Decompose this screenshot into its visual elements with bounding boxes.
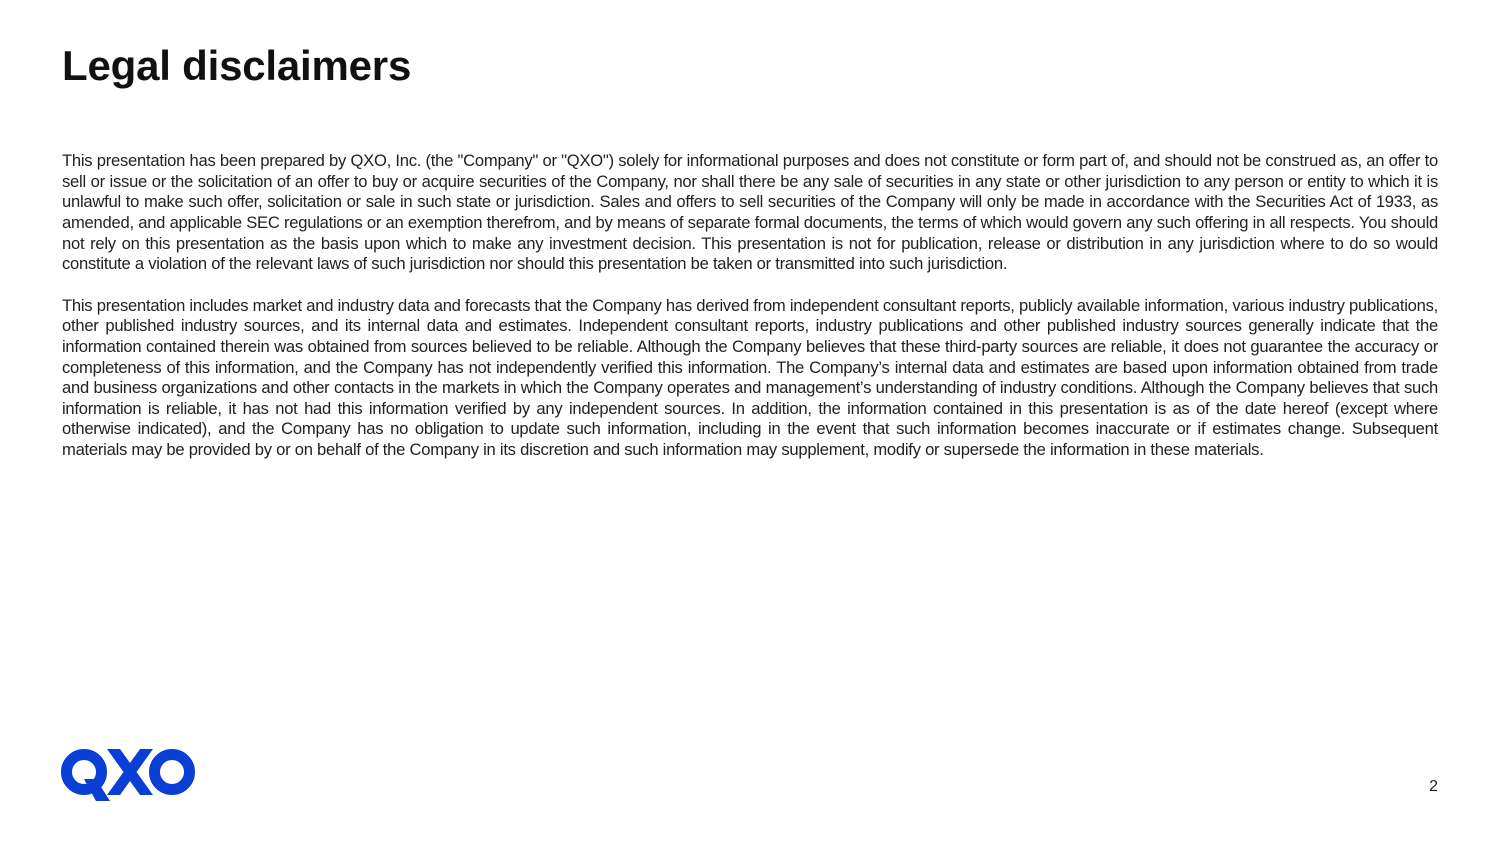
logo-letter-o bbox=[155, 755, 190, 790]
disclaimer-paragraph: This presentation has been prepared by QXO, Inc. (the "Company" or "QXO") solely for informational purposes and does not constitute or form part of, and should not be construed as, an offer to sell or issue or the solicitation of an offer to buy or acquire securities of the Company, nor shall there be any sale of securities in any state or other jurisdiction to any person or entity to which it is unlawful to make such offer, solicitation or sale in such state or jurisdiction. Sales and offers to sell securities of the Company will only be made in accordance with the Securities Act of 1933, as amended, and applicable SEC regulations or an exemption therefrom, and by means of separate formal documents, the terms of which would govern any such offering in all respects. You should not rely on this presentation as the basis upon which to make any investment decision. This presentation is not for publication, release or distribution in any jurisdiction where to do so would constitute a violation of the relevant laws of such jurisdiction nor should this presentation be taken or transmitted into such jurisdiction. bbox=[62, 151, 1438, 274]
disclaimer-body bbox=[62, 151, 1438, 481]
page-number: 2 bbox=[1429, 778, 1438, 795]
page-title: Legal disclaimers bbox=[62, 42, 412, 89]
qxo-logo-icon bbox=[60, 745, 196, 803]
disclaimer-paragraph: This presentation includes market and industry data and forecasts that the Company has derived from independent consultant reports, publicly available information, various industry publications, other published industry sources, and its internal data and estimates. Independent consultant reports, industry publications and other published industry sources generally indicate that the information contained therein was obtained from sources believed to be reliable. Although the Company believes that these third-party sources are reliable, it does not guarantee the accuracy or completeness of this information, and the Company has not independently verified this information. The Company’s internal data and estimates are based upon information obtained from trade and business organizations and other contacts in the markets in which the Company operates and management’s understanding of industry conditions. Although the Company believes that such information is reliable, it has not had this information verified by any independent sources. In addition, the information contained in this presentation is as of the date hereof (except where otherwise indicated), and the Company has no obligation to update such information, including in the event that such information becomes inaccurate or if estimates change. Subsequent materials may be provided by or on behalf of the Company in its discretion and such information may supplement, modify or supersede the information in these materials. bbox=[62, 295, 1438, 460]
logo-letter-q bbox=[67, 755, 111, 802]
logo-letter-x bbox=[107, 749, 153, 795]
